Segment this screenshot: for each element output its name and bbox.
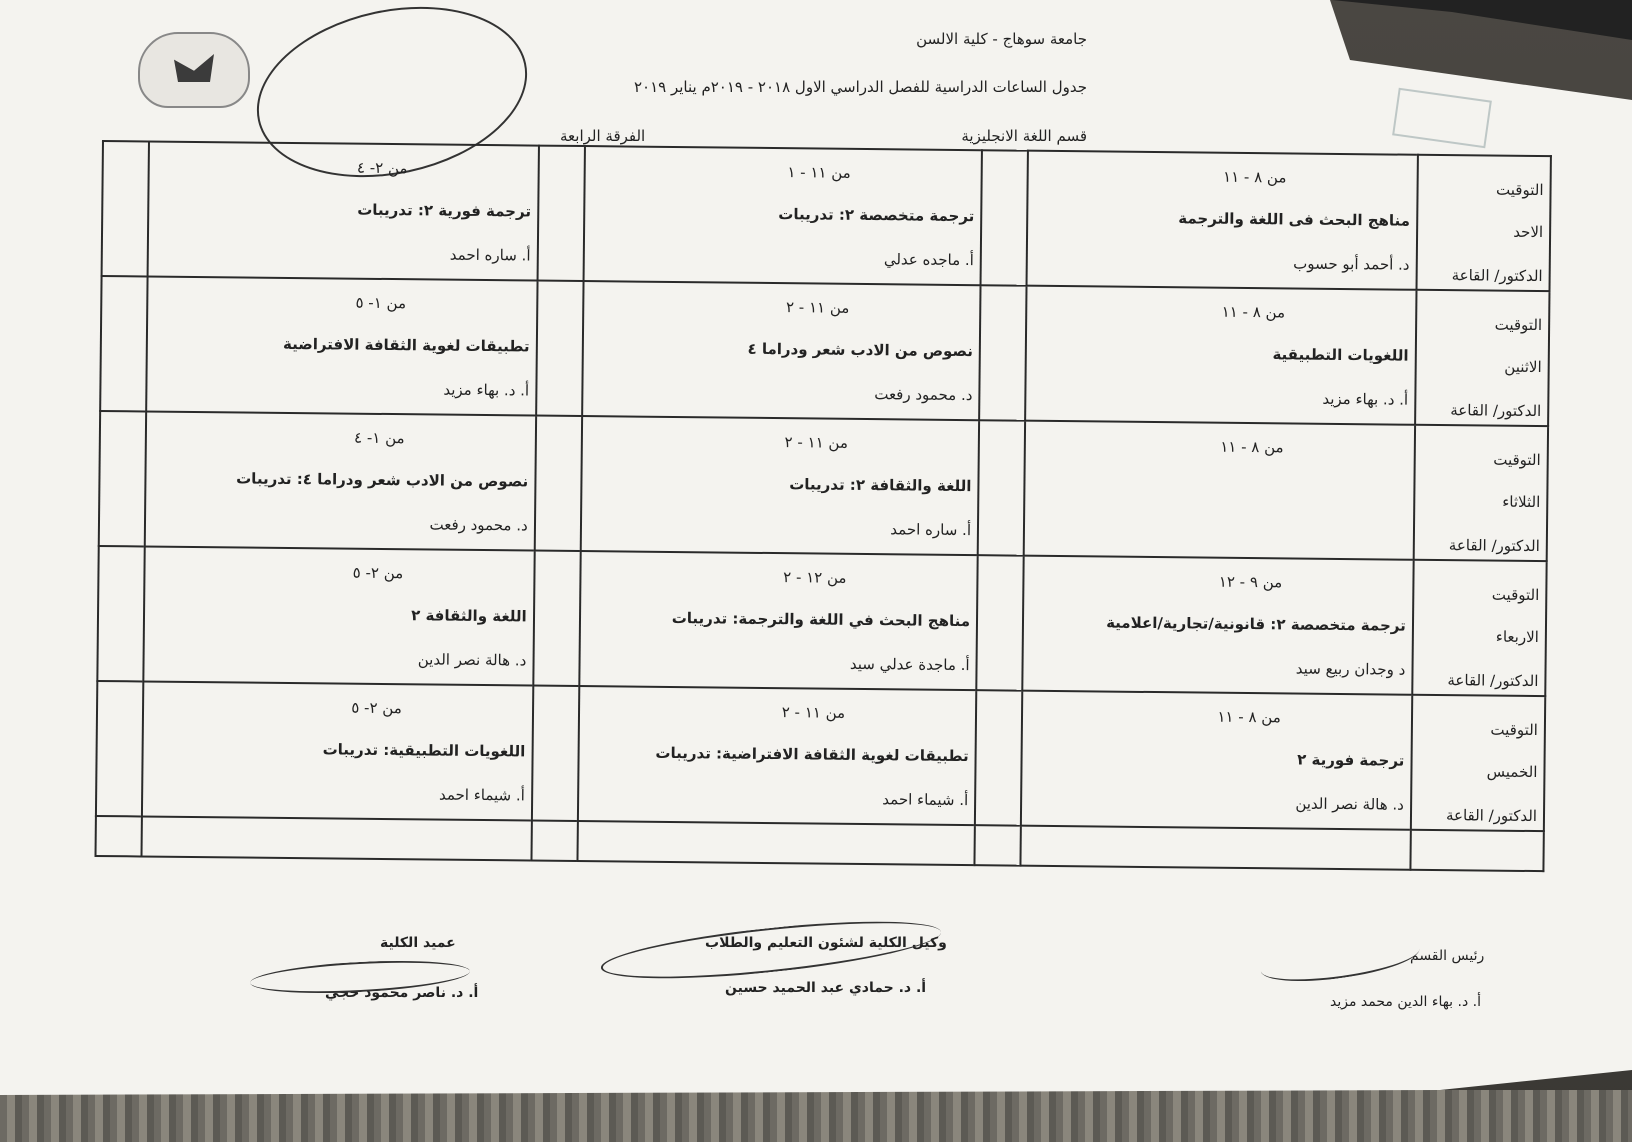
day-label-cell (1416, 155, 1551, 291)
schedule-table (94, 140, 1551, 872)
spacer-cell (532, 686, 579, 821)
spacer-cell (96, 681, 143, 816)
empty-cell (96, 816, 142, 856)
course-name: ترجمة فورية ٢: تدريبات (357, 200, 532, 221)
slot-time: من ١١ - ١ (787, 163, 851, 182)
day-row (96, 681, 1545, 831)
spacer-cell (102, 141, 149, 276)
course-name: نصوص من الادب شعر ودراما ٤: تدريبات (236, 469, 529, 491)
course-name: نصوص من الادب شعر ودراما ٤ (747, 339, 974, 361)
doctor-room-label: الدكتور/ القاعة (1448, 536, 1540, 556)
spacer-cell (100, 276, 147, 411)
course-name: اللغويات التطبيقية: تدريبات (322, 740, 526, 761)
course-name: مناهج البحث فى اللغة والترجمة (1178, 209, 1411, 230)
slot-time: من ٢- ٤ (356, 158, 408, 178)
slot-time: من ١- ٥ (355, 293, 407, 313)
slot-cell (580, 416, 979, 555)
schedule-title: جدول الساعات الدراسية للفصل الدراسي الاول ٢٠١٨ - ٢٠١٩م يناير ٢٠١٩ (633, 78, 1087, 96)
slot-cell (1022, 556, 1413, 695)
spacer-cell (976, 555, 1023, 690)
slot-time: من ٨ - ١١ (1220, 437, 1284, 457)
dean-name: أ. د. ناصر محمود حجي (325, 985, 479, 1001)
slot-cell (579, 551, 978, 690)
empty-cell (577, 821, 975, 865)
time-label: التوقيت (1494, 315, 1543, 335)
day-row (102, 141, 1551, 291)
day-label-cell (1413, 425, 1548, 561)
university-name: جامعة سوهاج - كلية الالسن (916, 30, 1087, 48)
slot-time: من ١١ - ٢ (785, 298, 850, 317)
day-label-cell (1415, 290, 1550, 426)
course-name: مناهج البحث في اللغة والترجمة: تدريبات (671, 608, 971, 631)
teacher-name: د. هالة نصر الدين (417, 650, 527, 670)
empty-cell (1020, 826, 1410, 870)
doctor-room-label: الدكتور/ القاعة (1450, 401, 1542, 421)
day-name: الاثنين (1504, 357, 1542, 377)
course-name: ترجمة متخصصة ٢: قانونية/تجارية/اعلامية (1106, 613, 1406, 635)
spacer-cell (536, 281, 583, 416)
day-row (100, 276, 1549, 426)
spacer-cell (99, 411, 146, 546)
slot-cell (142, 681, 533, 820)
teacher-name: أ. ساره احمد (890, 520, 972, 540)
empty-cell (975, 825, 1021, 865)
empty-cell (531, 821, 577, 861)
doctor-room-label: الدكتور/ القاعة (1445, 806, 1538, 826)
spacer-cell (979, 285, 1026, 420)
day-label-cell (1411, 695, 1546, 831)
doctor-room-label: الدكتور/ القاعة (1451, 266, 1543, 286)
course-name: اللغة والثقافة ٢ (411, 606, 527, 626)
slot-time: من ١١ - ٢ (781, 703, 846, 722)
slot-cell (1025, 286, 1416, 425)
teacher-name: د. هالة نصر الدين (1295, 794, 1404, 814)
slot-time: من ٨ - ١١ (1222, 167, 1287, 187)
slot-cell (147, 141, 538, 280)
day-name: الاربعاء (1495, 627, 1539, 647)
teacher-name: أ. د. بهاء مزيد (1322, 389, 1409, 409)
day-name: الخميس (1486, 762, 1538, 782)
course-name: اللغة والثقافة ٢: تدريبات (789, 475, 972, 496)
teacher-name: د وجدان ربيع سيد (1295, 659, 1406, 679)
slot-cell (1026, 151, 1417, 290)
teacher-name: أ. شيماء احمد (438, 785, 525, 805)
course-name: ترجمة فورية ٢ (1297, 750, 1405, 770)
time-label: التوقيت (1496, 180, 1544, 200)
day-row (97, 546, 1546, 696)
teacher-name: أ. ماجده عدلي (883, 250, 974, 270)
day-name: الثلاثاء (1502, 492, 1541, 512)
slot-time: من ١٢ - ٢ (783, 568, 847, 587)
slot-time: من ٨ - ١١ (1221, 302, 1286, 322)
slot-cell (1021, 691, 1412, 830)
slot-cell (1024, 421, 1415, 560)
teacher-name: أ. ساره احمد (449, 245, 531, 265)
slot-time: من ٢- ٥ (352, 563, 404, 583)
empty-cell (141, 816, 531, 860)
spacer-cell (975, 690, 1022, 825)
time-label: التوقيت (1491, 585, 1540, 605)
teacher-name: د. أحمد أبو حسوب (1293, 254, 1410, 274)
head-name: أ. د. بهاء الدين محمد مزيد (1330, 994, 1481, 1010)
time-label: التوقيت (1493, 450, 1541, 470)
slot-cell (582, 281, 981, 420)
course-name: ترجمة متخصصة ٢: تدريبات (778, 205, 975, 226)
spacer-cell (97, 546, 144, 681)
level-label: الفرقة الرابعة (560, 127, 646, 145)
slot-time: من ٩ - ١٢ (1218, 572, 1283, 592)
teacher-name: أ. ماجدة عدلي سيد (849, 654, 970, 675)
teacher-name: أ. د. بهاء مزيد (443, 380, 530, 400)
course-name: تطبيقات لغوية الثقافة الافتراضية (282, 334, 530, 356)
university-logo (138, 32, 250, 108)
slot-cell (143, 546, 534, 685)
time-label: التوقيت (1490, 720, 1538, 740)
head-title: رئيس القسم (1410, 948, 1485, 964)
slot-time: من ٨ - ١١ (1217, 707, 1281, 727)
slot-cell (146, 276, 537, 415)
day-row (99, 411, 1548, 561)
spacer-cell (537, 146, 584, 281)
department-name: قسم اللغة الانجليزية (961, 127, 1087, 145)
slot-time: من ٢- ٥ (351, 698, 402, 718)
spacer-cell (981, 150, 1028, 285)
day-name: الاحد (1513, 222, 1544, 242)
vice-title: وكيل الكلية لشئون التعليم والطلاب (705, 935, 947, 951)
dean-title: عميد الكلية (380, 935, 456, 951)
slot-time: من ١١ - ٢ (784, 433, 849, 452)
spacer-cell (534, 416, 581, 551)
slot-cell (577, 686, 976, 825)
course-name: اللغويات التطبيقية (1272, 345, 1409, 365)
slot-cell (145, 411, 536, 550)
teacher-name: أ. شيماء احمد (882, 790, 969, 810)
doctor-room-label: الدكتور/ القاعة (1447, 671, 1539, 691)
spacer-cell (533, 551, 580, 686)
day-label-cell (1412, 560, 1547, 696)
teacher-name: د. محمود رفعت (874, 385, 973, 405)
teacher-name: د. محمود رفعت (429, 515, 528, 535)
spacer-cell (978, 420, 1025, 555)
slot-time: من ١- ٤ (353, 428, 405, 448)
empty-cell (1410, 830, 1544, 871)
slot-cell (583, 146, 982, 285)
floor-strip (0, 1090, 1632, 1142)
vice-name: أ. د. حمادي عبد الحميد حسين (725, 980, 927, 996)
course-name: تطبيقات لغوية الثقافة الافتراضية: تدريبات (655, 743, 969, 766)
